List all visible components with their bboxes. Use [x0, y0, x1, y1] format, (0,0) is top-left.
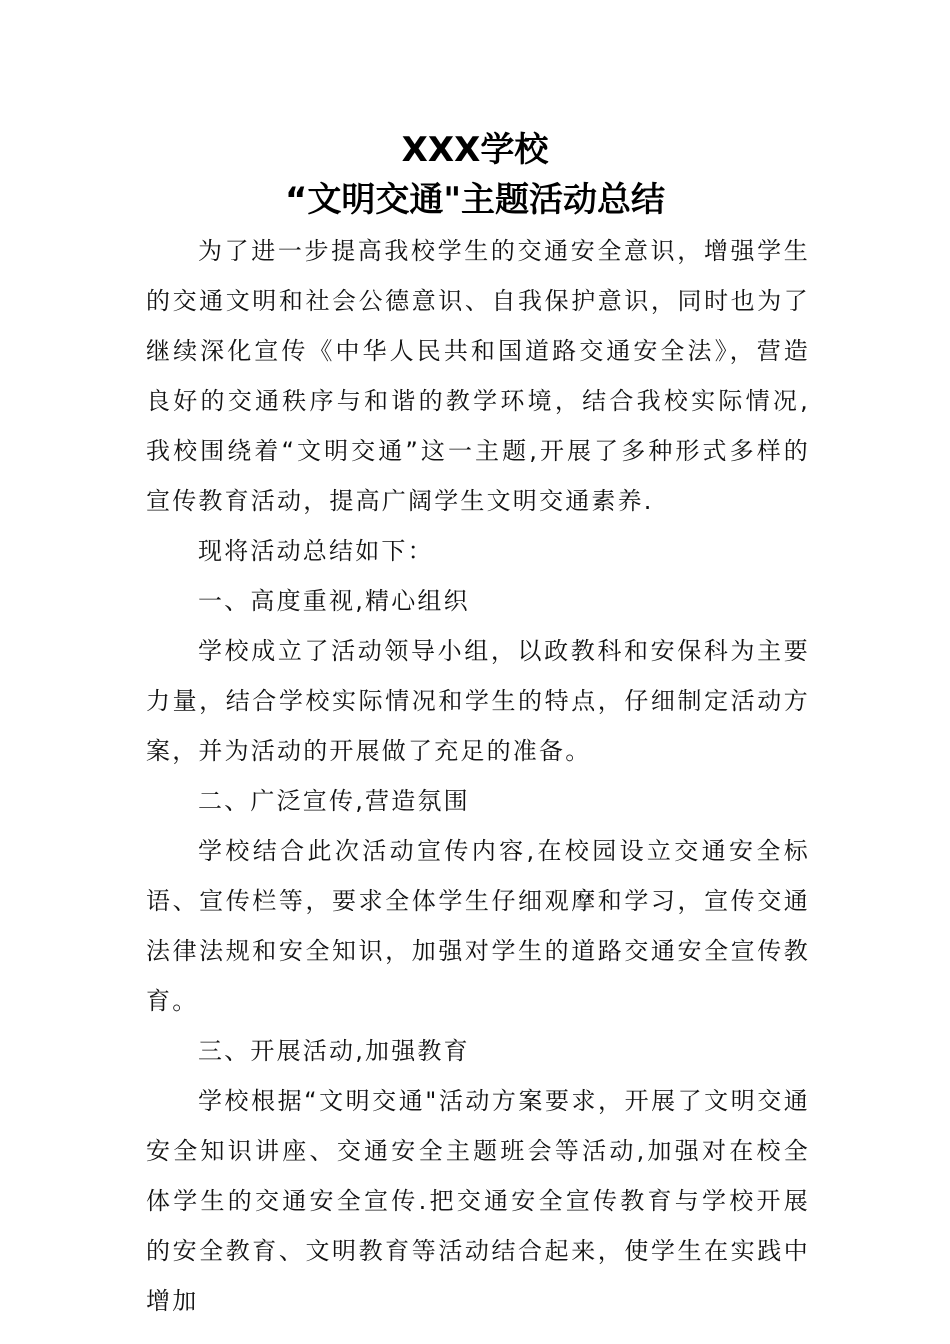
section-heading-3: 三、开展活动,加强教育 — [198, 1037, 470, 1065]
section-heading-2: 二、广泛宣传,营造氛围 — [198, 787, 470, 815]
paragraph-intro: 为了进一步提高我校学生的交通安全意识，增强学生的交通文明和社会公德意识、自我保护意识，同时也为了继续深化宣传《中华人民共和国道路交通安全法》，营造良好的交通秩序与和谐的教学环境，结合我校实际情况,我校围绕着“文明交通”这一主题,开展了多种形式多样的宣传教育活动，提高广阔学生文明交通素养. — [146, 237, 810, 515]
document-body — [146, 226, 810, 1326]
document-title-main: “文明交通"主题活动总结 — [284, 180, 666, 220]
paragraph-section-3: 学校根据“文明交通"活动方案要求，开展了文明交通安全知识讲座、交通安全主题班会等活动,加强对在校全体学生的交通安全宣传.把交通安全宣传教育与学校开展的安全教育、文明教育等活动结合起来，使学生在实践中增加 — [146, 1087, 810, 1315]
document-title-school: XXX学校 — [401, 130, 549, 170]
section-heading-1: 一、高度重视,精心组织 — [198, 587, 470, 615]
paragraph-summary-lead: 现将活动总结如下： — [198, 537, 434, 565]
paragraph-section-1: 学校成立了活动领导小组，以政教科和安保科为主要力量，结合学校实际情况和学生的特点，仔细制定活动方案，并为活动的开展做了充足的准备。 — [146, 637, 810, 765]
paragraph-section-2: 学校结合此次活动宣传内容,在校园设立交通安全标语、宣传栏等，要求全体学生仔细观摩和学习，宣传交通法律法规和安全知识，加强对学生的道路交通安全宣传教育。 — [146, 837, 810, 1015]
